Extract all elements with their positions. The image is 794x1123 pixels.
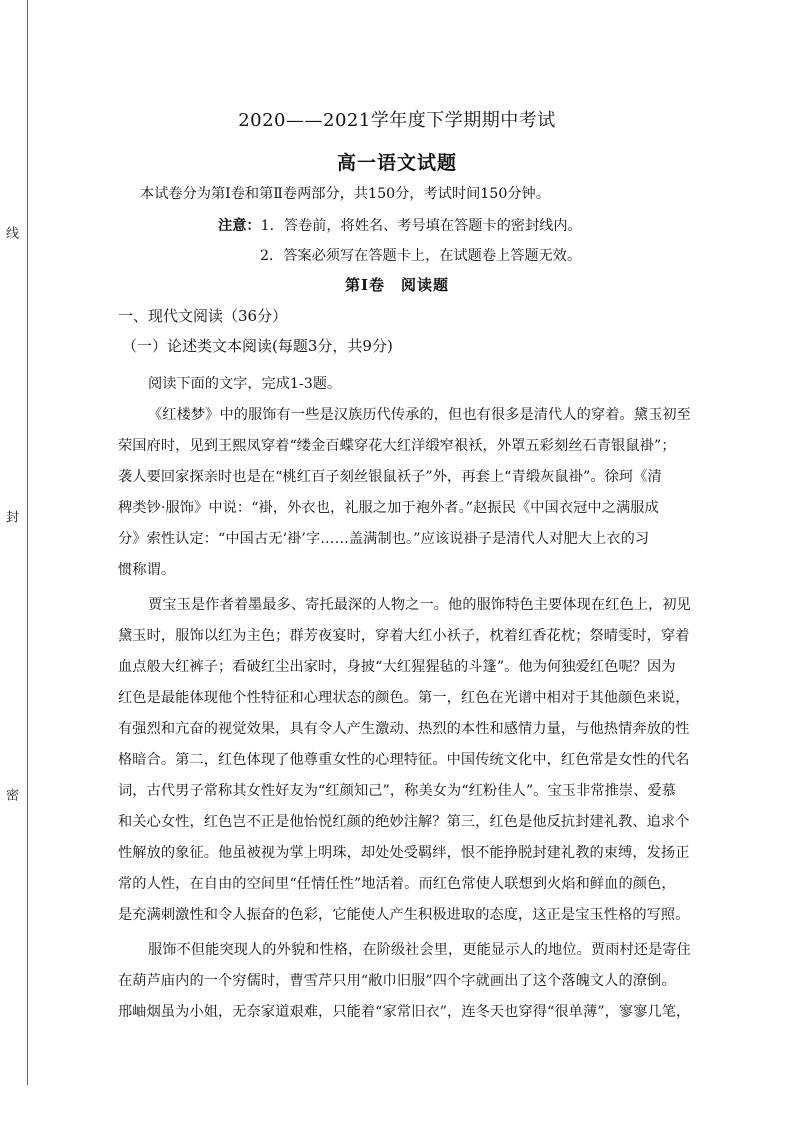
binding-mark-feng: 封 [3,510,18,523]
part-1-1-heading: （一）论述类文本阅读(每题3分，共9分) [122,337,393,355]
passage-line: 服饰不但能突现人的外貌和性格，在阶级社会里，更能显示人的地位。贾雨村还是寄住 [148,942,691,958]
instructions-intro: 本试卷分为第Ⅰ卷和第Ⅱ卷两部分，共150分，考试时间150分钟。 [140,186,550,202]
binding-mark-mi: 密 [3,788,18,801]
passage-line: 《红楼梦》中的服饰有一些是汉族历代传承的，但也有很多是清代人的穿着。黛玉初至 [148,407,691,423]
passage-line: 常的人性，在自由的空间里“任情任性”地活着。而红色常使人联想到火焰和鲜血的颜色， [118,876,676,892]
passage-line: 血点般大红裤子；看破红尘出家时，身披“大红猩猩毡的斗篷”。他为何独爱红色呢？因为 [118,659,676,675]
passage-line: 和关心女性，红色岂不正是他怡悦红颜的绝妙注解？第三，红色是他反抗封建礼教、追求个 [118,814,690,830]
passage-line: 格暗合。第二，红色体现了他尊重女性的心理特征。中国传统文化中，红色常是女性的代名 [118,752,690,768]
exam-title: 2020——2021学年度下学期期中考试 [238,110,556,131]
passage-line: 有强烈和亢奋的视觉效果，具有令人产生激动、热烈的本性和感情力量，与他热情奔放的性 [118,721,690,737]
passage-line: 惯称谓。 [118,562,176,578]
passage-line: 红色是最能体现他个性特征和心理状态的颜色。第一，红色在光谱中相对于其他颜色来说， [118,690,690,706]
exam-subtitle: 高一语文试题 [336,152,457,174]
passage-line: 邢岫烟虽为小姐，无奈家道艰难，只能着“家常旧衣”，连冬天也穿得“很单薄”，寥寥几笔， [118,1004,691,1020]
section-title: 第Ⅰ卷 阅读题 [344,276,450,294]
passage-line: 分》索性认定：“中国古无‘褂’字……盖满制也。”应该说褂子是清代人对肥大上衣的习 [118,531,650,547]
note-label: 注意： [218,218,261,234]
passage-line: 袭人要回家探亲时也是在“桃红百子刻丝银鼠袄子”外，再套上“青缎灰鼠褂”。徐珂《清 [118,469,662,485]
passage-line: 贾宝玉是作者着墨最多、寄托最深的人物之一。他的服饰特色主要体现在红色上，初见 [148,597,691,613]
passage-line: 性解放的象征。他虽被视为掌上明珠，却处处受羁绊，恨不能挣脱封建礼教的束缚，发扬正 [118,845,690,861]
passage-line: 是充满刺激性和令人振奋的色彩，它能使人产生积极进取的态度，这正是宝玉性格的写照。 [118,907,690,923]
passage-line: 荣国府时，见到王熙凤穿着“缕金百蝶穿花大红洋缎窄裉袄，外罩五彩刻丝石青银鼠褂”； [118,438,676,454]
binding-mark-xian: 线 [3,226,18,239]
passage-line: 在葫芦庙内的一个穷儒时，曹雪芹只用“敝巾旧服”四个字就画出了这个落魄文人的潦倒。 [118,973,676,989]
part-1-heading: 一、现代文阅读（36分） [118,307,288,325]
instructions-note-1 [218,216,582,236]
passage-line: 词，古代男子常称其女性好友为“红颜知己”，称美女为“红粉佳人”。宝玉非常推崇、爱慕 [118,783,677,799]
passage-line: 黛玉时，服饰以红为主色；群芳夜宴时，穿着大红小袄子，枕着红香花枕；祭晴雯时，穿着 [118,628,690,644]
instructions-note-2: 2．答案必须写在答题卡上，在试题卷上答题无效。 [260,248,582,264]
note-1-text: 1．答卷前，将姓名、考号填在答题卡的密封线内。 [260,218,582,234]
reading-prompt: 阅读下面的文字，完成1-3题。 [148,376,342,392]
passage-line: 稗类钞·服饰》中说：“褂，外衣也，礼服之加于袍外者。”赵振民《中国衣冠中之满服成 [118,500,659,516]
